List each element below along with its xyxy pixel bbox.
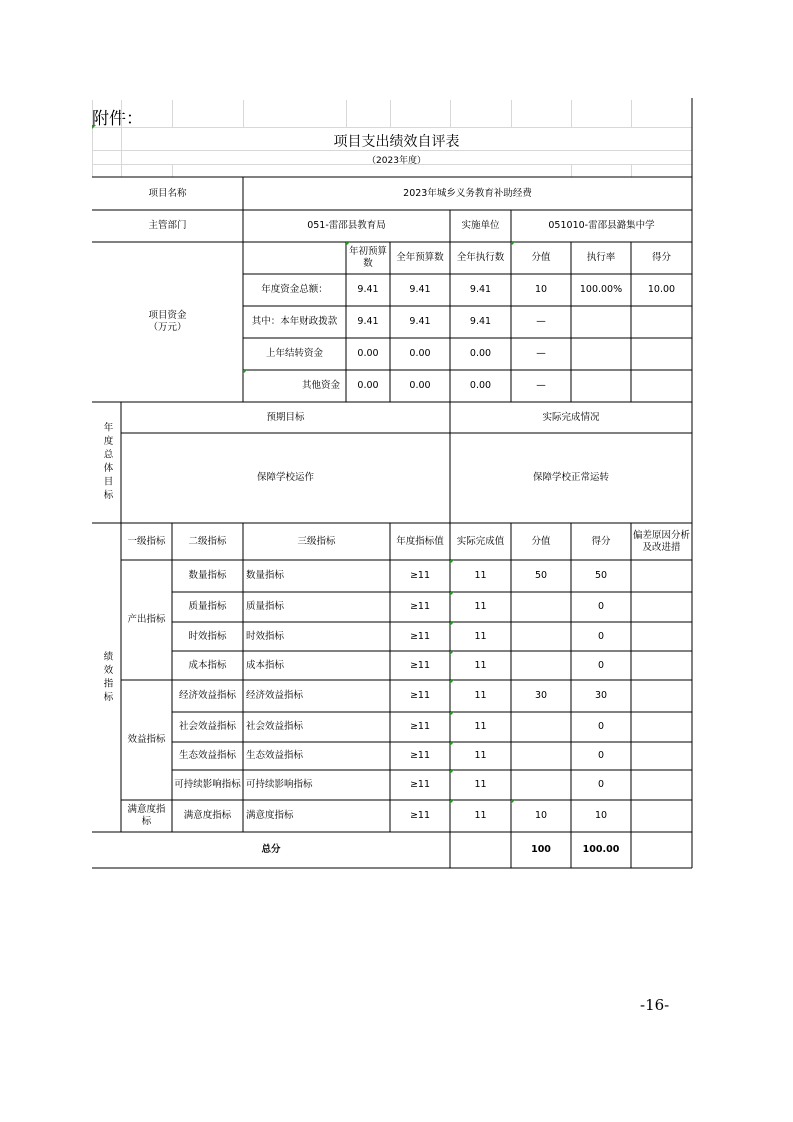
perf-target: ≥11 bbox=[409, 750, 431, 762]
perf-group-satisfaction: 满意度指标 bbox=[127, 804, 166, 827]
perf-l3: 时效指标 bbox=[246, 630, 285, 642]
perf-l2: 满意度指标 bbox=[183, 810, 232, 822]
perf-actual: 11 bbox=[474, 810, 487, 822]
funds-cell: 9.41 bbox=[469, 316, 492, 328]
perf-l3: 质量指标 bbox=[246, 601, 285, 613]
funds-cell bbox=[571, 338, 631, 370]
perf-l3: 满意度指标 bbox=[246, 810, 294, 822]
funds-header-annual-budget: 全年预算数 bbox=[396, 252, 444, 264]
actual-goal: 保障学校正常运转 bbox=[532, 472, 609, 484]
funds-cell bbox=[571, 306, 631, 338]
perf-target: ≥11 bbox=[409, 779, 431, 791]
perf-actual: 11 bbox=[474, 570, 487, 582]
unit-value: 051010-雷邵县潞集中学 bbox=[548, 220, 655, 232]
perf-l3: 可持续影响指标 bbox=[246, 779, 313, 791]
funds-cell: 0.00 bbox=[469, 348, 492, 360]
perf-l2: 可持续影响指标 bbox=[174, 779, 241, 791]
perf-actual: 11 bbox=[474, 601, 487, 613]
page-title: 项目支出绩效自评表 bbox=[333, 134, 460, 150]
funds-cell: 0.00 bbox=[357, 348, 379, 360]
attachment-label: 附件： bbox=[92, 109, 143, 129]
perf-target: ≥11 bbox=[409, 810, 431, 822]
perf-l2: 生态效益指标 bbox=[178, 750, 236, 762]
perf-actual: 11 bbox=[474, 630, 487, 642]
perf-got: 0 bbox=[597, 601, 605, 613]
funds-row-label: 其他资金 bbox=[301, 380, 340, 392]
funds-cell: 10.00 bbox=[647, 284, 676, 296]
funds-header-executed: 全年执行数 bbox=[456, 252, 505, 264]
perf-label: 绩效指标 bbox=[101, 650, 113, 705]
perf-header-actual: 实际完成值 bbox=[456, 535, 505, 547]
perf-actual: 11 bbox=[474, 659, 487, 671]
perf-l3: 数量指标 bbox=[246, 570, 285, 582]
perf-label-cell bbox=[92, 523, 121, 832]
funds-cell bbox=[571, 370, 631, 402]
funds-row-label: 其中：本年财政拨款 bbox=[251, 316, 338, 328]
perf-l2: 质量指标 bbox=[188, 601, 227, 613]
funds-cell bbox=[631, 338, 692, 370]
funds-header-score: 分值 bbox=[531, 252, 551, 264]
funds-row-label: 年度资金总额： bbox=[261, 284, 328, 296]
funds-label: 项目资金 （万元） bbox=[148, 310, 187, 333]
perf-got: 30 bbox=[594, 690, 608, 702]
project-name-label: 项目名称 bbox=[148, 187, 187, 199]
year-label: （2023年度） bbox=[367, 156, 426, 166]
perf-l2: 经济效益指标 bbox=[178, 690, 236, 702]
funds-cell: — bbox=[536, 348, 546, 360]
perf-score bbox=[511, 592, 571, 622]
actual-goal-label: 实际完成情况 bbox=[542, 411, 600, 423]
perf-actual: 11 bbox=[474, 750, 487, 762]
expected-goal: 保障学校运作 bbox=[256, 472, 314, 484]
total-got: 100.00 bbox=[582, 844, 620, 856]
perf-target: ≥11 bbox=[409, 659, 431, 671]
perf-header-target: 年度指标值 bbox=[396, 535, 444, 547]
dept-value: 051-雷邵县教育局 bbox=[307, 220, 386, 232]
funds-cell: 9.41 bbox=[469, 284, 492, 296]
funds-cell: 0.00 bbox=[469, 380, 492, 392]
perf-target: ≥11 bbox=[409, 601, 431, 613]
funds-cell: 0.00 bbox=[409, 348, 431, 360]
perf-score bbox=[511, 742, 571, 770]
perf-score bbox=[511, 712, 571, 742]
expected-goal-label: 预期目标 bbox=[266, 411, 305, 423]
project-name: 2023年城乡义务教育补助经费 bbox=[403, 187, 532, 199]
perf-actual: 11 bbox=[474, 690, 487, 702]
funds-cell: 9.41 bbox=[357, 316, 379, 328]
unit-label: 实施单位 bbox=[461, 220, 500, 232]
perf-header-l3: 三级指标 bbox=[297, 535, 336, 547]
goals-label-cell bbox=[92, 402, 121, 523]
perf-l3: 经济效益指标 bbox=[246, 690, 304, 702]
perf-target: ≥11 bbox=[409, 630, 431, 642]
funds-cell: 9.41 bbox=[357, 284, 379, 296]
perf-got: 10 bbox=[594, 810, 608, 822]
perf-got: 50 bbox=[594, 570, 608, 582]
funds-cell: — bbox=[536, 380, 546, 392]
funds-cell: 9.41 bbox=[409, 284, 431, 296]
total-score: 100 bbox=[531, 844, 551, 856]
funds-header-initial-budget: 年初预算数 bbox=[349, 246, 388, 269]
perf-got: 0 bbox=[597, 750, 605, 762]
perf-got: 0 bbox=[597, 721, 605, 733]
funds-row-label: 上年结转资金 bbox=[265, 348, 323, 360]
perf-l3: 生态效益指标 bbox=[246, 750, 304, 762]
perf-target: ≥11 bbox=[409, 721, 431, 733]
perf-actual: 11 bbox=[474, 721, 487, 733]
perf-l2: 社会效益指标 bbox=[178, 721, 236, 733]
funds-header-rate: 执行率 bbox=[586, 252, 616, 264]
perf-score bbox=[511, 651, 571, 680]
perf-l2: 成本指标 bbox=[188, 659, 227, 671]
perf-header-score: 分值 bbox=[531, 535, 551, 547]
perf-l2: 数量指标 bbox=[188, 570, 227, 582]
perf-group-output: 产出指标 bbox=[127, 614, 166, 626]
perf-target: ≥11 bbox=[409, 690, 431, 702]
perf-target: ≥11 bbox=[409, 570, 431, 582]
perf-l3: 成本指标 bbox=[246, 659, 285, 671]
perf-header-got: 得分 bbox=[591, 535, 611, 547]
funds-cell bbox=[631, 306, 692, 338]
perf-actual: 11 bbox=[474, 779, 487, 791]
funds-header-got: 得分 bbox=[651, 252, 671, 264]
perf-l3: 社会效益指标 bbox=[246, 721, 304, 733]
perf-header-l2: 二级指标 bbox=[188, 535, 227, 547]
perf-group-benefit: 效益指标 bbox=[127, 734, 166, 746]
funds-cell: 100.00% bbox=[579, 284, 623, 296]
perf-score: 50 bbox=[534, 570, 548, 582]
funds-cell: — bbox=[536, 316, 546, 328]
perf-header-l1: 一级指标 bbox=[127, 535, 166, 547]
perf-got: 0 bbox=[597, 779, 605, 791]
perf-got: 0 bbox=[597, 630, 605, 642]
funds-cell: 0.00 bbox=[409, 380, 431, 392]
perf-got: 0 bbox=[597, 659, 605, 671]
perf-score bbox=[511, 770, 571, 800]
perf-header-reason: 偏差原因分析及改进措 bbox=[633, 529, 691, 553]
dept-label: 主管部门 bbox=[148, 220, 187, 232]
funds-cell: 9.41 bbox=[409, 316, 431, 328]
perf-score: 10 bbox=[534, 810, 548, 822]
perf-l2: 时效指标 bbox=[188, 630, 227, 642]
perf-score: 30 bbox=[534, 690, 548, 702]
funds-cell: 10 bbox=[534, 284, 548, 296]
funds-cell bbox=[631, 370, 692, 402]
page-number: -16- bbox=[640, 996, 670, 1014]
perf-score bbox=[511, 622, 571, 651]
funds-cell: 0.00 bbox=[357, 380, 379, 392]
total-label: 总分 bbox=[261, 844, 281, 856]
goals-label: 年度总体目标 bbox=[101, 422, 113, 503]
